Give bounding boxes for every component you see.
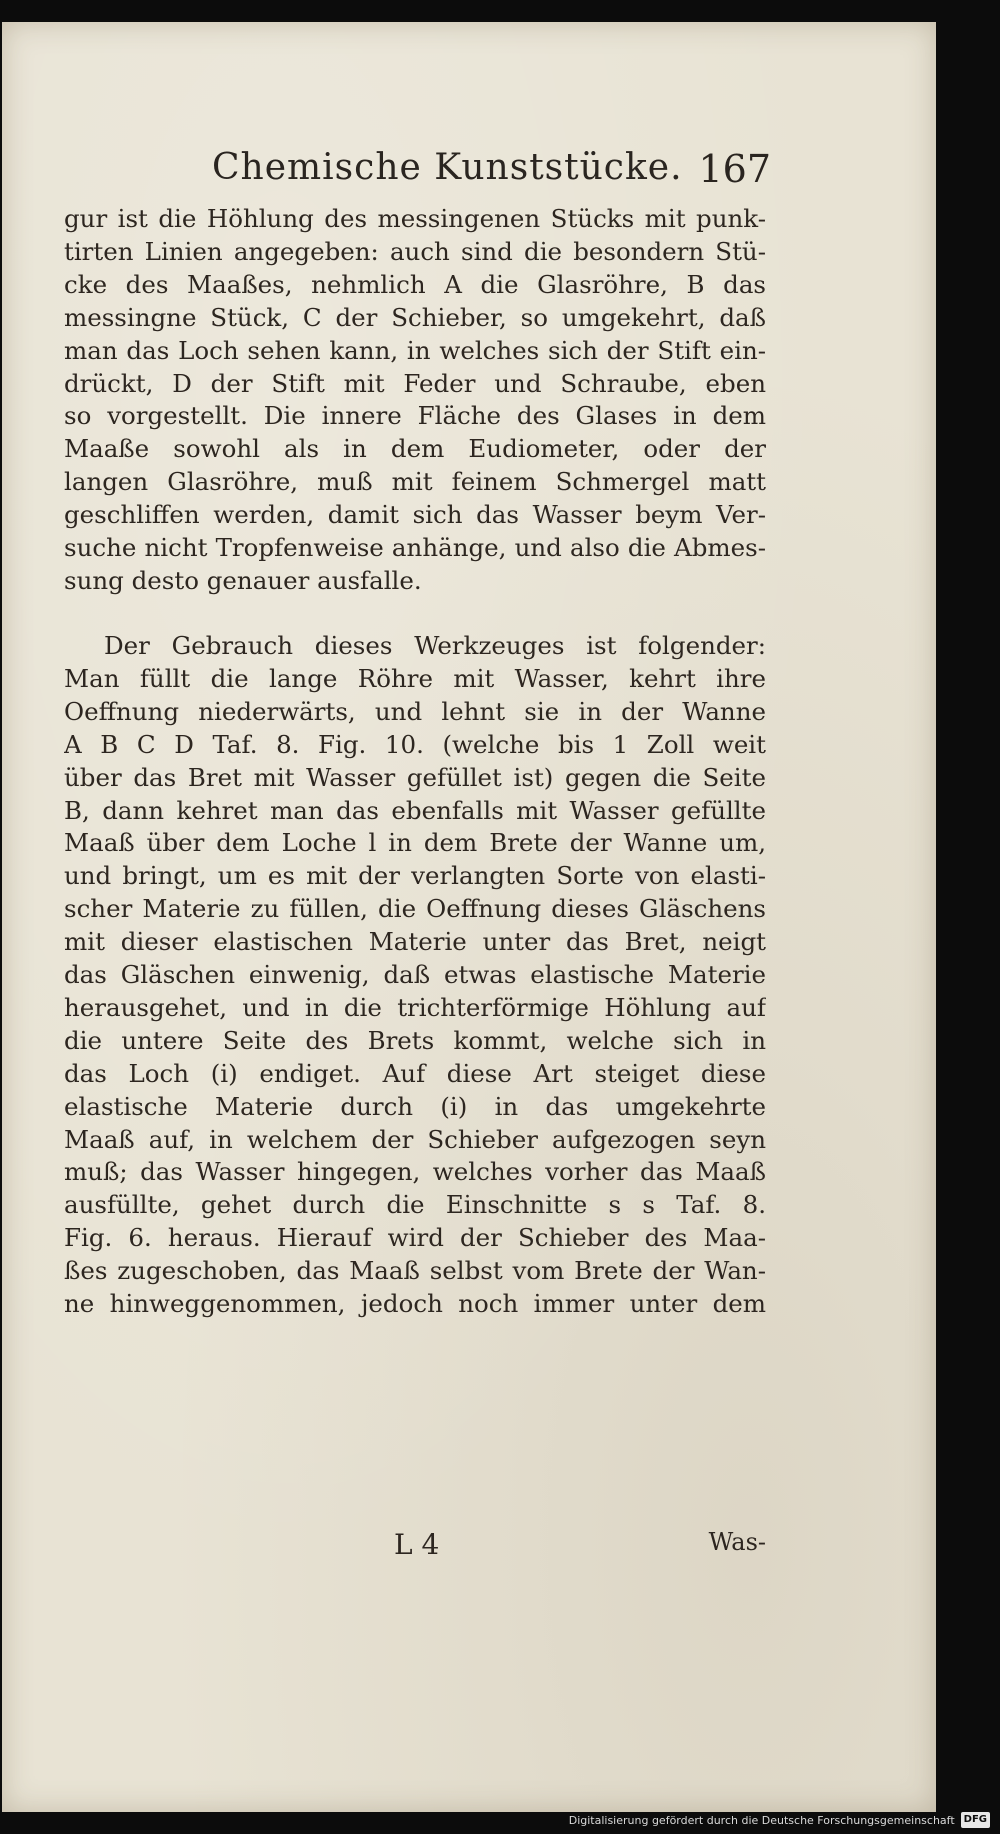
text-line: elastische Materie durch (i) in das umgekehrte	[64, 1091, 766, 1121]
dfg-logo-icon: DFG	[961, 1812, 990, 1828]
page-number: 167	[698, 147, 771, 191]
text-line: ßes zugeschoben, das Maaß selbst vom Brete der Wan-	[64, 1256, 766, 1286]
text-line: das Loch (i) endiget. Auf diese Art steiget diese	[64, 1058, 766, 1088]
text-line: Fig. 6. heraus. Hierauf wird der Schieber des Maa-	[64, 1223, 766, 1253]
text-line: cke des Maaßes, nehmlich A die Glasröhre, B das	[64, 269, 766, 299]
text-line: und bringt, um es mit der verlangten Sorte von elasti-	[64, 861, 766, 891]
text-line: die untere Seite des Brets kommt, welche sich in	[64, 1025, 766, 1055]
text-line: geschliffen werden, damit sich das Wasser beym Ver-	[64, 500, 766, 530]
text-line: Man füllt die lange Röhre mit Wasser, kehrt ihre	[64, 663, 766, 693]
text-line: scher Materie zu füllen, die Oeffnung dieses Gläschens	[64, 894, 766, 924]
text-line: B, dann kehret man das ebenfalls mit Wasser gefüllte	[64, 795, 766, 825]
text-line: A B C D Taf. 8. Fig. 10. (welche bis 1 Zoll weit	[64, 729, 766, 759]
text-line: muß; das Wasser hingegen, welches vorher das Maaß	[64, 1157, 766, 1187]
text-line: mit dieser elastischen Materie unter das Bret, neigt	[64, 927, 766, 957]
text-line: so vorgestellt. Die innere Fläche des Glases in dem	[64, 401, 766, 431]
credit-text: Digitalisierung gefördert durch die Deutsche Forschungsgemeinschaft	[568, 1813, 955, 1827]
text-line: tirten Linien angegeben: auch sind die besondern Stü-	[64, 236, 766, 266]
text-line: das Gläschen einwenig, daß etwas elastische Materie	[64, 960, 766, 989]
text-line: messingne Stück, C der Schieber, so umgekehrt, daß	[64, 302, 766, 332]
text-line: über das Bret mit Wasser gefüllet ist) gegen die Seite	[64, 762, 766, 792]
book-page	[2, 22, 936, 1812]
text-line: Oeffnung niederwärts, und lehnt sie in der Wanne	[64, 696, 766, 726]
text-line: suche nicht Tropfenweise anhänge, und also die Abmes-	[64, 533, 766, 562]
text-line: ne hinweggenommen, jedoch noch immer unter dem	[64, 1289, 766, 1318]
text-line: drückt, D der Stift mit Feder und Schraube, eben	[64, 368, 766, 398]
running-title: Chemische Kunststücke.	[212, 147, 683, 188]
signature-mark: L 4	[394, 1528, 440, 1561]
page-header	[2, 147, 936, 207]
text-line: ausfüllte, gehet durch die Einschnitte s s Taf. 8.	[64, 1190, 766, 1220]
text-line: sung desto genauer ausfalle.	[64, 565, 422, 595]
text-line: herausgehet, und in die trichterförmige Höhlung auf	[64, 992, 766, 1022]
digitization-credit	[569, 1810, 990, 1830]
text-line: Maaße sowohl als in dem Eudiometer, oder der	[64, 434, 766, 464]
text-line: man das Loch sehen kann, in welches sich der Stift ein-	[64, 335, 766, 365]
text-line: Maaß über dem Loche l in dem Brete der Wanne um,	[64, 828, 766, 858]
text-line: gur ist die Höhlung des messingenen Stücks mit punk-	[64, 204, 766, 233]
text-line: langen Glasröhre, muß mit feinem Schmergel matt	[64, 467, 766, 497]
catchword: Was-	[708, 1528, 766, 1556]
text-line: Der Gebrauch dieses Werkzeuges ist folgender:	[104, 631, 766, 660]
text-line: Maaß auf, in welchem der Schieber aufgezogen seyn	[64, 1124, 766, 1154]
